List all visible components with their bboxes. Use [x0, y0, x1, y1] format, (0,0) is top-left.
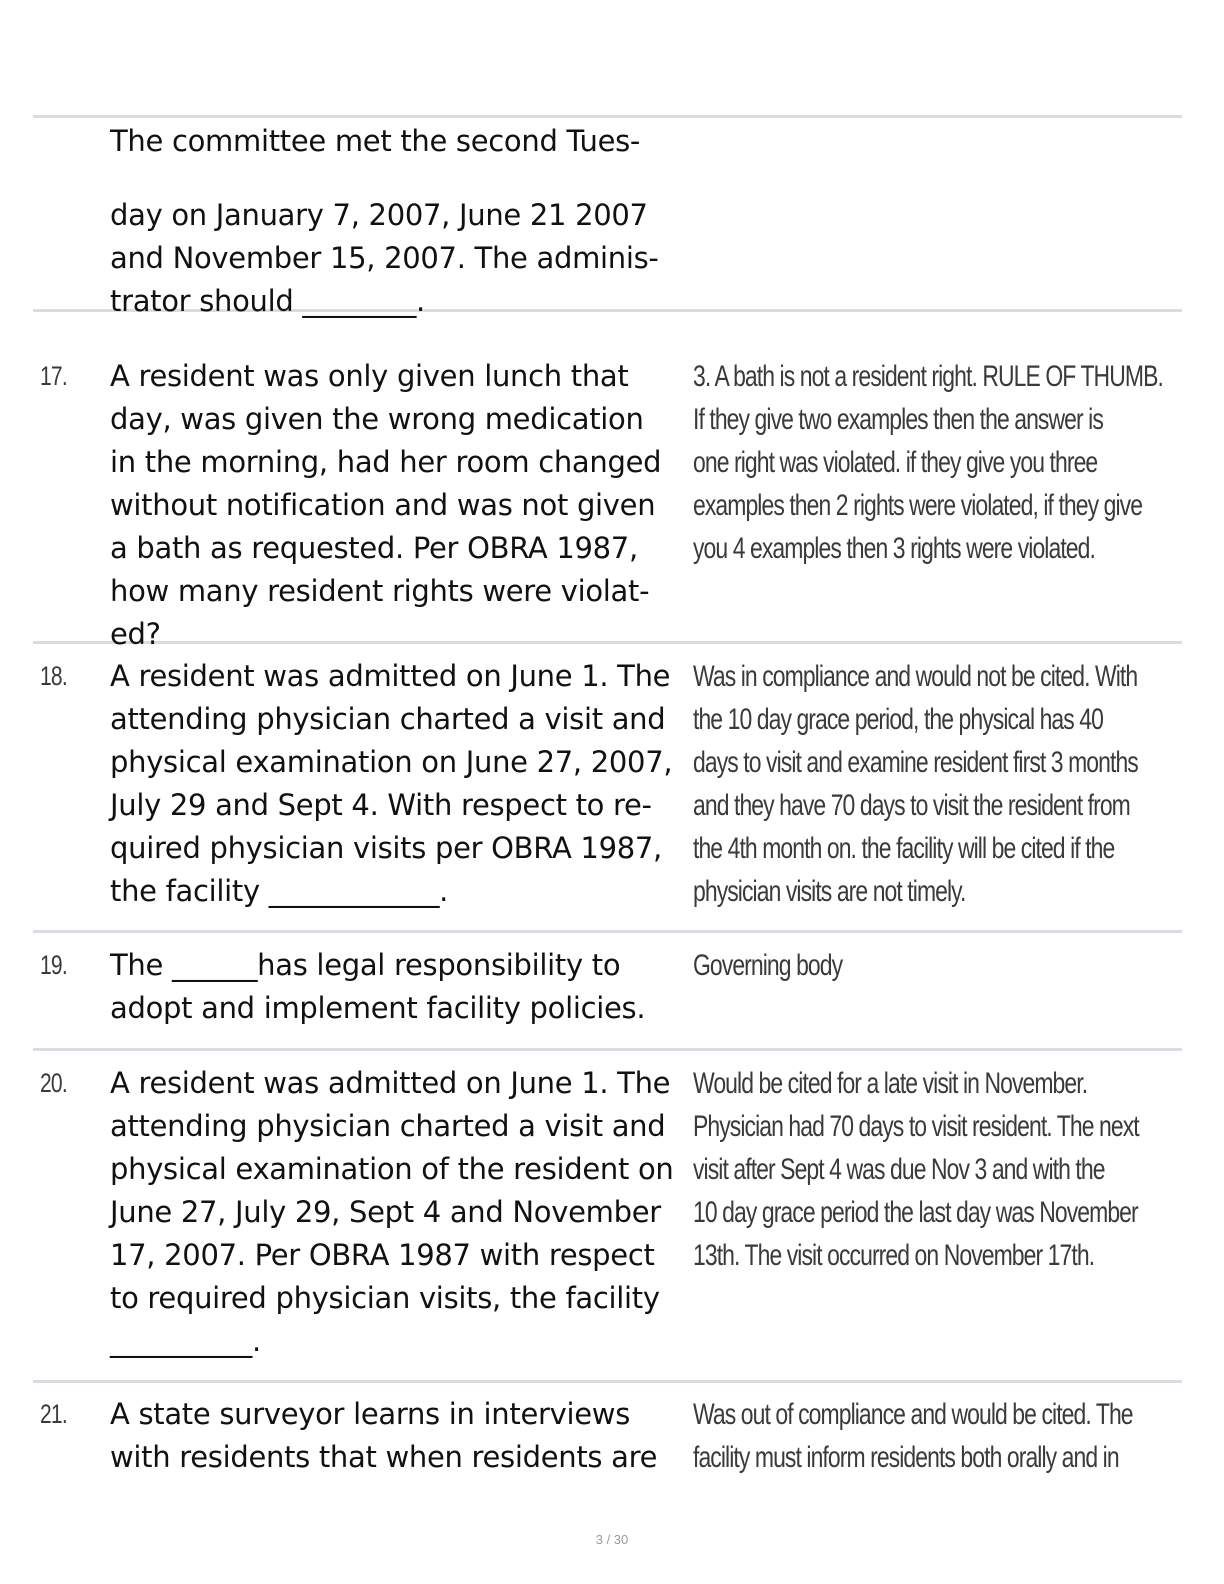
- carryover-question-line1: The committee met the second Tues-: [110, 124, 641, 158]
- question-text: A resident was only given lunch that day, was given the wrong medication in the morning, had her room changed without notification and was not given a bath as requested. Per OBRA 1987, how many resident rights were violat- ed?: [110, 359, 662, 651]
- divider: [33, 115, 1182, 118]
- item-number: 17.: [40, 361, 67, 391]
- answer-text: Governing body: [693, 949, 843, 982]
- carryover-question: day on January 7, 2007, June 21 2007 and November 15, 2007. The adminis- trator should ________.: [110, 198, 659, 318]
- divider: [33, 930, 1182, 933]
- question-text: A resident was admitted on June 1. The attending physician charted a visit and physical examination on June 27, 2007, July 29 and Sept 4. With respect to re- quired physician visits per OBRA 1987, the facility ____________.: [110, 659, 673, 908]
- question-text: The ______has legal responsibility to adopt and implement facility policies.: [110, 948, 646, 1025]
- question-text: A state surveyor learns in interviews with residents that when residents are: [110, 1397, 658, 1474]
- page-number: 3 / 30: [595, 1532, 629, 1547]
- answer-text: Was out of compliance and would be cited. The facility must inform residents both orally and in: [693, 1398, 1133, 1474]
- divider: [33, 1048, 1182, 1051]
- item-number: 20.: [40, 1068, 67, 1098]
- question-text: A resident was admitted on June 1. The attending physician charted a visit and physical examination of the resident on June 27, July 29, Sept 4 and November 17, 2007. Per OBRA 1987 with respect to required physician visits, the facility __________.: [110, 1066, 674, 1358]
- answer-text: 3. A bath is not a resident right. RULE OF THUMB. If they give two examples then the answer is one right was violated. if they give you three examples then 2 rights were violated, if they give you 4 examples then 3 rights were violated.: [693, 360, 1163, 565]
- answer-text: Was in compliance and would not be cited. With the 10 day grace period, the physical has 40 days to visit and examine resident first 3 months and they have 70 days to visit the resident from the 4th month on. the facility will be cited if the physician visits are not timely.: [693, 660, 1138, 908]
- item-number: 21.: [40, 1399, 67, 1429]
- divider: [33, 1380, 1182, 1383]
- answer-text: Would be cited for a late visit in November. Physician had 70 days to visit resident. The next visit after Sept 4 was due Nov 3 and with the 10 day grace period the last day was November 13th. The visit occurred on November 17th.: [693, 1067, 1139, 1272]
- item-number: 19.: [40, 950, 67, 980]
- item-number: 18.: [40, 661, 67, 691]
